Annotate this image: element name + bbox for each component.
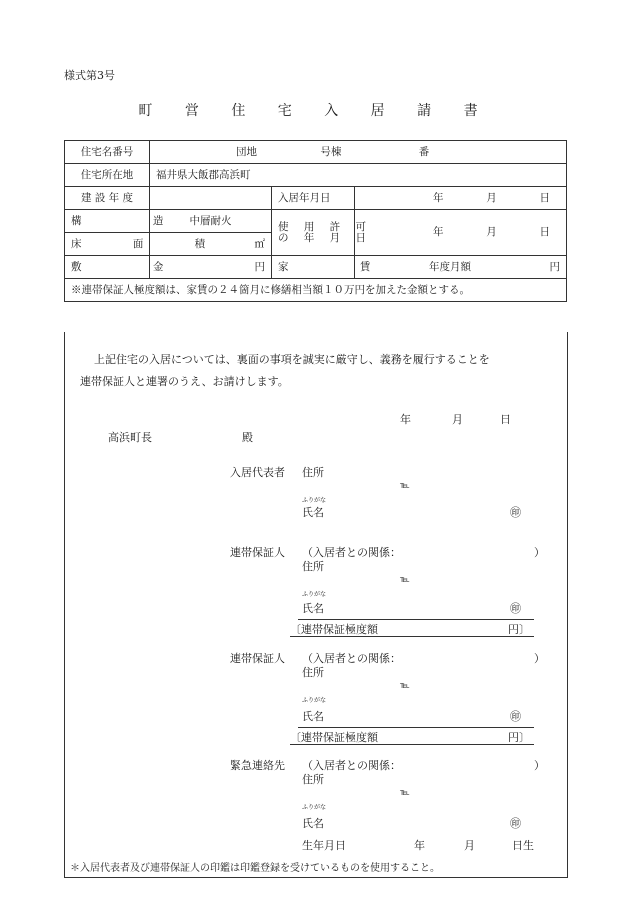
guarantor1-relationship: （入居者との関係： — [302, 546, 401, 559]
year-label: 年 — [433, 191, 444, 204]
emergency-label: 緊急連絡先 — [230, 759, 285, 772]
emergency-birthdate-label: 生年月日 — [302, 839, 346, 852]
date-day: 日 — [500, 413, 511, 426]
representative-name-label: 氏名 — [302, 506, 324, 519]
guarantor1-name-underline — [298, 619, 534, 620]
day-label: 日 — [539, 191, 550, 204]
row-address — [65, 164, 567, 187]
tel-icon: ℡ — [400, 788, 410, 798]
honorific: 殿 — [242, 431, 253, 444]
guarantor1-label: 連帯保証人 — [230, 546, 285, 559]
declaration-line1: 上記住宅の入居については、裏面の事項を誠実に厳守し、義務を履行することを — [94, 353, 490, 366]
emergency-birth-month: 月 — [464, 839, 475, 852]
move-in-date-value — [355, 187, 567, 210]
permit-month-label: 月 — [486, 226, 497, 239]
representative-furigana: ふりがな — [302, 497, 327, 504]
declaration-line2: 連帯保証人と連署のうえ、お請けします。 — [80, 375, 289, 388]
date-month: 月 — [452, 413, 463, 426]
permit-date-value — [355, 210, 567, 256]
address-label: 住宅所在地 — [65, 164, 150, 187]
built-year-label: 建 設 年 度 — [65, 187, 150, 210]
floor-area-label: 床 面 積 — [65, 233, 150, 256]
permit-date-label — [272, 210, 373, 256]
emergency-address-label: 住所 — [302, 773, 324, 786]
ban-label: 番 — [418, 145, 430, 158]
row-house-name — [65, 141, 567, 164]
footer-note: ＊入居代表者及び連帯保証人の印鑑は印鑑登録を受けているものを使用すること。 — [70, 863, 440, 874]
row-guarantee-note — [65, 279, 567, 302]
seal-icon: ㊞ — [510, 710, 521, 723]
permit-year-label: 年 — [433, 226, 444, 239]
guarantor1-furigana: ふりがな — [302, 591, 327, 598]
rent-yen: 円 — [549, 260, 560, 273]
emergency-birth-year: 年 — [414, 839, 425, 852]
fiscal-monthly-label: 年度月額 — [429, 260, 471, 273]
seal-icon: ㊞ — [510, 602, 521, 615]
floor-area-unit: ㎡ — [150, 233, 272, 256]
guarantor1-address-label: 住所 — [302, 560, 324, 573]
move-in-date-label: 入居年月日 — [272, 187, 355, 210]
guarantor2-limit-label: 〔連帯保証極度額 — [290, 731, 378, 744]
representative-address-label: 住所 — [302, 466, 324, 479]
guarantor1-limit-yen: 円〕 — [508, 623, 530, 636]
emergency-furigana: ふりがな — [302, 804, 327, 811]
address-value: 福井県大飯郡高浜町 — [150, 164, 567, 187]
guarantor2-limit-underline — [290, 744, 534, 745]
guarantor1-name-label: 氏名 — [302, 602, 324, 615]
built-year-value — [150, 187, 272, 210]
form-number: 様式第3号 — [64, 69, 115, 82]
seal-icon: ㊞ — [510, 817, 521, 830]
guarantor1-close-paren: ） — [534, 546, 545, 559]
rent-label: 家 賃 — [272, 256, 355, 279]
structure-label: 構 造 — [65, 210, 150, 233]
tel-icon: ℡ — [400, 681, 410, 691]
guarantor2-name-underline — [298, 727, 534, 728]
emergency-close-paren: ） — [534, 759, 545, 772]
tel-icon: ℡ — [400, 481, 410, 491]
tel-icon: ℡ — [400, 575, 410, 585]
deposit-label: 敷 金 — [65, 256, 150, 279]
guarantor2-close-paren: ） — [534, 652, 545, 665]
guarantor1-limit-underline — [290, 636, 534, 637]
seal-icon: ㊞ — [510, 506, 521, 519]
representative-label: 入居代表者 — [230, 466, 285, 479]
guarantor2-label: 連帯保証人 — [230, 652, 285, 665]
structure-value: 中層耐火 — [150, 210, 272, 233]
date-year: 年 — [400, 413, 411, 426]
guarantor2-address-label: 住所 — [302, 666, 324, 679]
document-title: 町 営 住 宅 入 居 請 書 — [138, 103, 492, 119]
emergency-name-label: 氏名 — [302, 817, 324, 830]
month-label: 月 — [486, 191, 497, 204]
guarantor2-limit-yen: 円〕 — [508, 731, 530, 744]
guarantor2-relationship: （入居者との関係： — [302, 652, 401, 665]
row-structure — [65, 210, 567, 233]
permit-label-line1: 使 用 許 可 — [278, 221, 373, 233]
guarantee-note: ※連帯保証人極度額は、家賃の２４箇月に修繕相当額１０万円を加えた金額とする。 — [65, 279, 567, 302]
guarantor2-furigana: ふりがな — [302, 697, 327, 704]
emergency-birth-day: 日生 — [512, 839, 534, 852]
danchi-label: 団地 — [236, 145, 257, 158]
permit-label-line2: の 年 月 日 — [278, 231, 373, 244]
gotou-label: 号棟 — [320, 145, 342, 158]
addressee: 高浜町長 — [108, 431, 152, 444]
row-built-year — [65, 187, 567, 210]
emergency-relationship: （入居者との関係： — [302, 759, 401, 772]
house-name-value — [150, 141, 567, 164]
row-deposit — [65, 256, 567, 279]
guarantor1-limit-label: 〔連帯保証極度額 — [290, 623, 378, 636]
house-name-label: 住宅名番号 — [65, 141, 150, 164]
housing-info-table — [64, 140, 567, 302]
deposit-yen: 円 — [150, 256, 272, 279]
permit-day-label: 日 — [539, 226, 550, 239]
guarantor2-name-label: 氏名 — [302, 710, 324, 723]
